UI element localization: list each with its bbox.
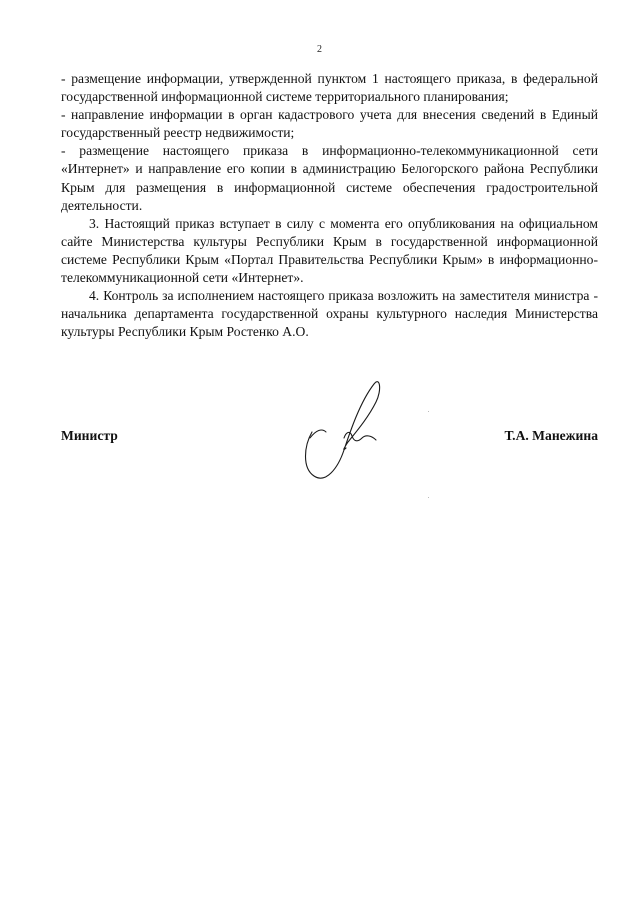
paragraph-cadastral-info: - направление информации в орган кадастрового учета для внесения сведений в Единый государственный реестр недвижимости; <box>61 107 598 141</box>
paper-speck <box>428 411 429 412</box>
document-body <box>61 70 598 341</box>
paragraph-control: 4. Контроль за исполнением настоящего приказа возложить на заместителя министра - начальника департамента государственной охраны культурного наследия Министерства культуры Республики Крым Ростенко А.О. <box>61 288 598 340</box>
position-title: Министр <box>61 428 118 443</box>
paper-speck <box>428 497 429 498</box>
paragraph-placement-fgis: - размещение информации, утвержденной пунктом 1 настоящего приказа, в федеральной государственной информационной системе территориального планирования; <box>61 71 598 105</box>
page-number: 2 <box>317 44 322 55</box>
paragraph-internet-placement: - размещение настоящего приказа в информационно-телекоммуникационной сети «Интернет» и направление его копии в администрацию Белогорского района Республики Крым для размещения в информационной системе обеспечения градостроительной деятельности. <box>61 143 598 213</box>
signatory-name: Т.А. Манежина <box>504 428 598 443</box>
paragraph-effective-date: 3. Настоящий приказ вступает в силу с момента его опубликования на официальном сайте Министерства культуры Республики Крым в государственной информационной системе Республики Крым «Портал Правительства Республики Крым» в информационно-телекоммуникационной сети «Интернет». <box>61 215 598 286</box>
handwritten-signature <box>300 372 390 490</box>
